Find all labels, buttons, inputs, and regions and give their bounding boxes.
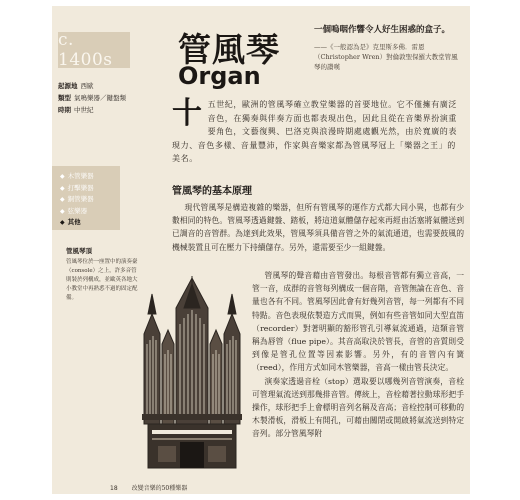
- category-woodwind: ◆ 木管樂器: [60, 172, 94, 180]
- fact-origin: 起源地 西歐: [58, 82, 94, 90]
- body-paragraph: 現代管風琴是構造複雜的樂器，但所有管風琴的運作方式都大同小異，也都有少數相同的特色。管風琴透過鍵盤、踏板，將這道氣體儲存起來再經由活塞將氣體送到已調音的音管群。為達到此效果，管風琴須具備音管之外的氣流通道，也需要鼓風的機械裝置且可在壓力下持續儲存。另外，還需要至少一組鍵盤。: [172, 203, 464, 252]
- page-title: 管風琴: [178, 30, 280, 69]
- fact-type: 類型 氣鳴樂器／鍵盤類: [58, 94, 126, 102]
- side-note-body: 管風琴位於一座置中的演奏臺（console）之上，許多音管則裝於列構成，並歐英各地大小教堂中再熟悉不過的固定配備。: [66, 259, 138, 301]
- diamond-icon: ◆: [60, 207, 65, 215]
- intro-text: 五世紀，歐洲的管風琴確立教堂樂器的首要地位。它不僅擁有廣泛音色，在獨奏與伴奏方面也都表現出色，因此且從在音樂界扮演重要角色，文藝復興、巴洛克與浪漫時期處處觀光然，由於寬廣的表現力、音色多樣、音量豐沛，作家與音樂家都為管風琴冠上「樂器之王」的美名。: [172, 100, 458, 163]
- pipe-organ-illustration: [138, 274, 246, 470]
- page-number: 18: [110, 485, 118, 492]
- intro-paragraph: [172, 98, 464, 166]
- category-percussion: ◆ 打擊樂器: [60, 183, 94, 192]
- category-brass: ◆ 銅管樂器: [60, 195, 94, 203]
- diamond-icon: ◆: [60, 173, 65, 180]
- diamond-icon: ◆: [60, 184, 65, 192]
- page-subtitle: Organ: [178, 62, 261, 90]
- era-label: c. 1400s: [58, 30, 113, 70]
- epigraph-source: ——《一般認為是》克里斯多佛．雷恩（Christopher Wren）對倫敦聖保羅大教堂管風琴的讚嘆: [314, 43, 458, 71]
- epigraph: [314, 24, 464, 72]
- drop-cap: 十: [172, 96, 203, 131]
- body-paragraph: 演奏家透過音栓（stop）選取要以哪幾列音管演奏，音栓可管理氣流送到那幾排音管。傳統上，音栓藉著拉動球形把手操作，球形把手上會標明音列名稱及音高；音栓控制可移動的木製滑板，滑板上有開孔，可藉由關閉或開啟將氣流送到特定音列。部分管風琴附: [252, 376, 464, 439]
- book-title: 改變音樂的50種樂器: [131, 485, 188, 492]
- era-badge: [58, 32, 130, 68]
- book-page: [52, 6, 470, 494]
- fact-list: [58, 80, 162, 116]
- side-note-title: 管風琴頂: [66, 247, 92, 255]
- epigraph-text: 一個嗚咽作響令人好生困惑的盒子。: [314, 25, 451, 35]
- section-heading: 管風琴的基本原理: [172, 186, 252, 197]
- category-index: [52, 166, 120, 230]
- section-body: [172, 201, 464, 254]
- category-strings: ◆ 弦樂器: [60, 206, 88, 215]
- fact-period: 時期 中世紀: [58, 106, 94, 114]
- section-body-wrapped: [252, 269, 464, 441]
- body-paragraph: 管風琴的聲音藉由音管發出。每根音管都有獨立音高，一管一音，成群的音管每列構成一個音階，音管無論在音色、音量也各有不同。管風琴因此會有好幾列音管，每一列都有不同特點。音色表現依製造方式而異，例如有些音管如同大型直笛（recorder）對著明顯的豁形管孔引導氣流通過，這類音管稱為唇管（flue pipe）。其音高取決於管長，音管的音質則受到像是管孔位置等因素影響。另外，有的音管內有簧（reed），作用方式如同木管樂器，音高一樣由管長決定。: [252, 271, 464, 373]
- page-footer: [110, 483, 187, 492]
- diamond-icon: ◆: [60, 219, 65, 226]
- diamond-icon: ◆: [60, 196, 65, 203]
- side-note: [66, 246, 142, 303]
- category-other: ◆ 其他: [60, 218, 81, 226]
